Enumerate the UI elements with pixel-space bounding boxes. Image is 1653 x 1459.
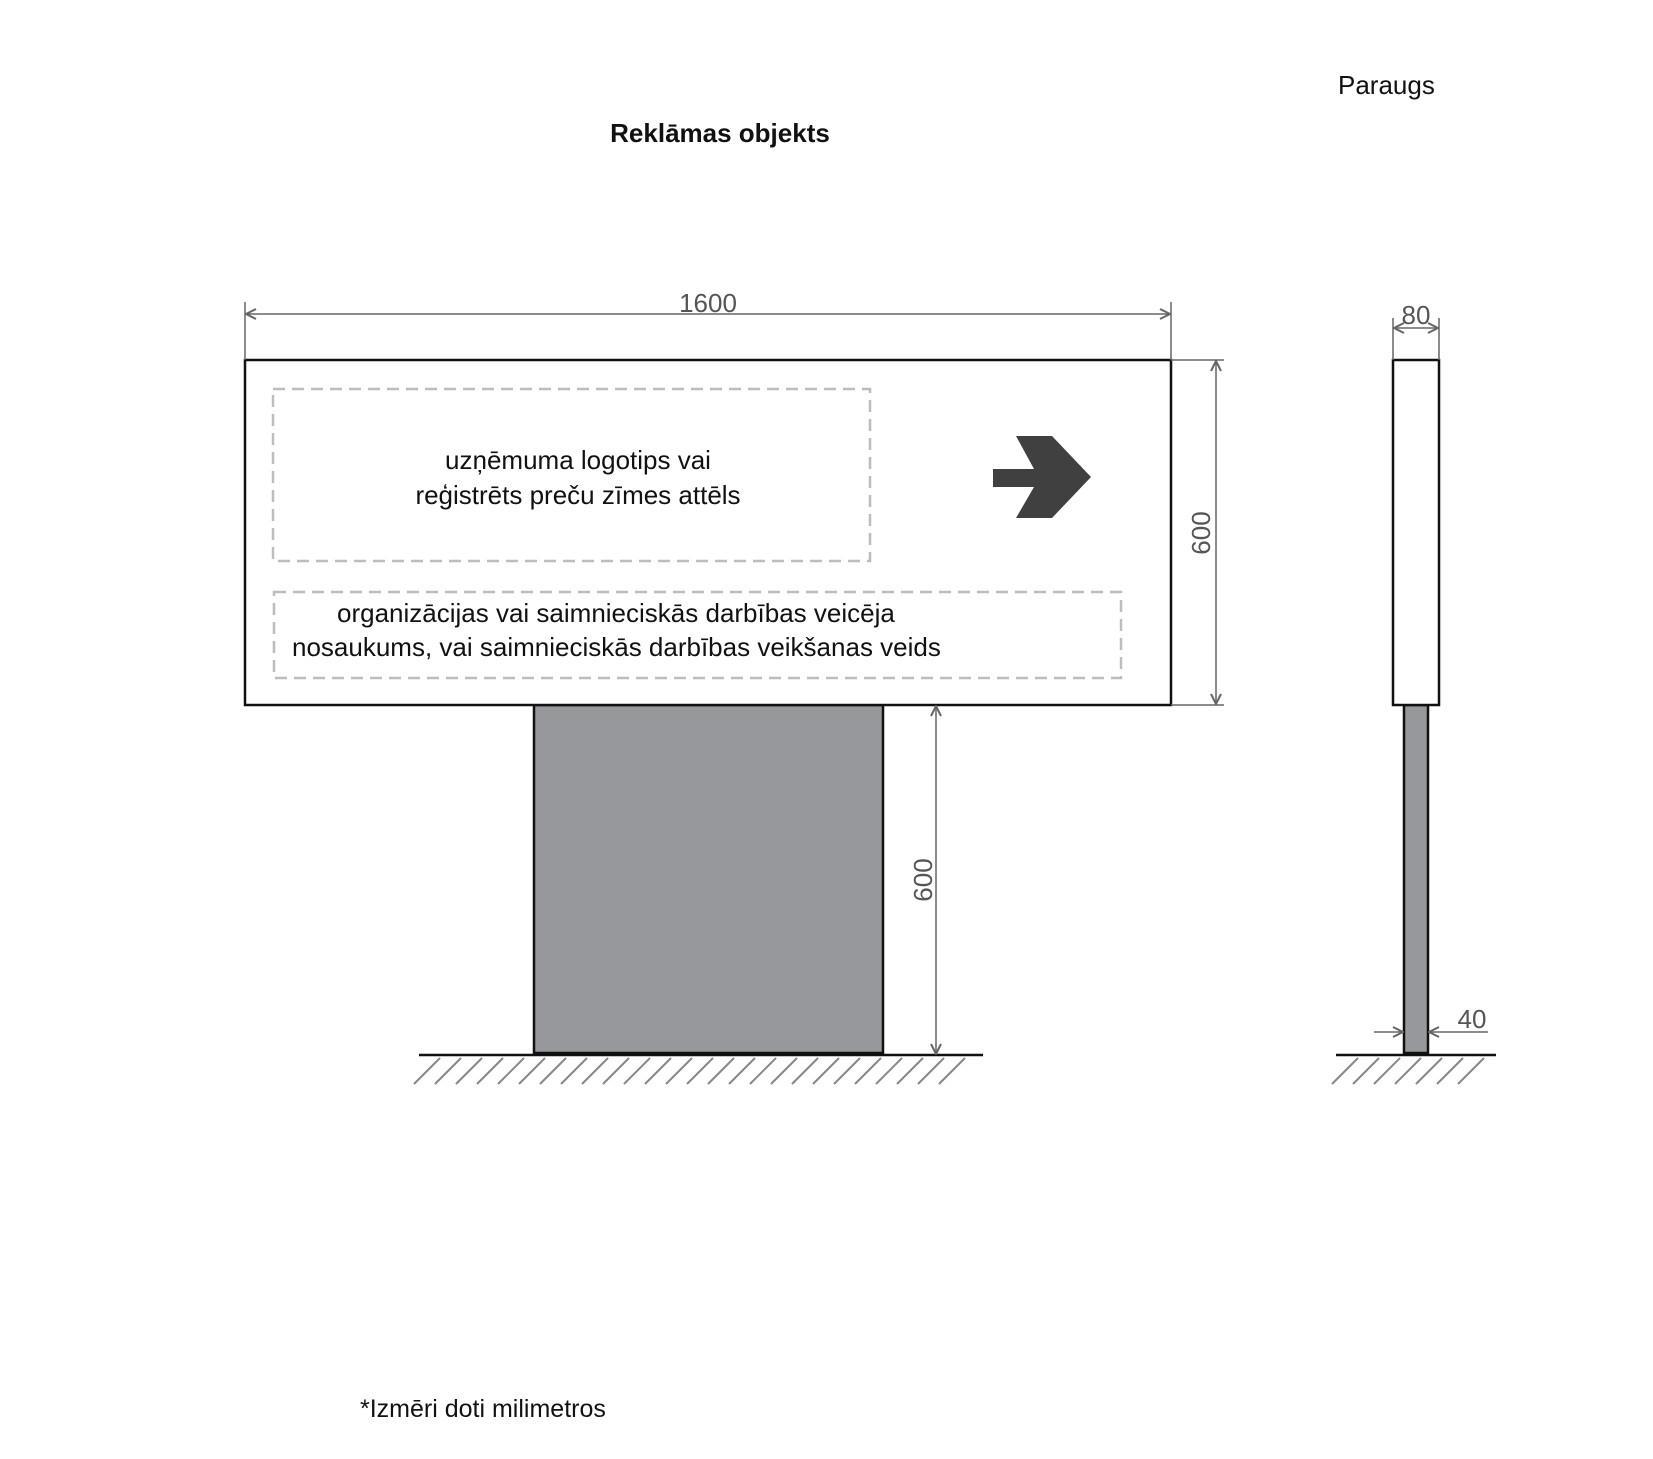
ground-hatch-line [813,1058,839,1084]
ground-hatch-line [498,1058,524,1084]
ground-hatch-line [1416,1058,1442,1084]
sample-label: Paraugs [1338,70,1435,100]
side-ground [1332,1055,1496,1084]
ground-hatch-line [792,1058,818,1084]
name-area-line2: nosaukums, vai saimnieciskās darbības veikšanas veids [292,632,941,662]
ground-hatch-line [645,1058,671,1084]
ground-hatch-line [414,1058,440,1084]
ground-hatch-line [540,1058,566,1084]
ground-hatch-line [834,1058,860,1084]
side-panel [1393,360,1439,705]
ground-hatch-line [1458,1058,1484,1084]
panel-height-dimension-label: 600 [1186,511,1216,555]
footnote: *Izmēri doti milimetros [360,1395,606,1423]
ground-hatch-line [456,1058,482,1084]
ground-hatch-line [687,1058,713,1084]
front-view [245,288,1224,1084]
ground-hatch-line [918,1058,944,1084]
side-view [1332,300,1496,1084]
post-height-dimension-label: 600 [908,858,938,902]
ground-hatch-line [519,1058,545,1084]
side-post [1404,705,1428,1053]
front-ground [414,1055,983,1084]
ground-hatch-line [855,1058,881,1084]
ground-hatch-line [939,1058,965,1084]
ground-hatch-line [708,1058,734,1084]
ground-hatch-line [897,1058,923,1084]
ground-hatch-line [876,1058,902,1084]
ground-hatch-line [435,1058,461,1084]
ground-hatch-line [666,1058,692,1084]
ground-hatch-line [561,1058,587,1084]
logo-area-line1: uzņēmuma logotips vai [445,445,711,475]
ground-hatch-line [1395,1058,1421,1084]
ground-hatch-line [1437,1058,1463,1084]
ground-hatch-line [771,1058,797,1084]
post-depth-dimension-label: 40 [1457,1004,1487,1034]
width-dimension-label: 1600 [679,288,737,318]
ground-hatch-line [1374,1058,1400,1084]
drawing-title: Reklāmas objekts [610,118,830,148]
front-post [534,705,883,1053]
logo-area-line2: reģistrēts preču zīmes attēls [415,480,741,510]
ground-hatch-line [477,1058,503,1084]
ground-hatch-line [624,1058,650,1084]
name-area-line1: organizācijas vai saimnieciskās darbības veicēja [337,598,895,628]
ground-hatch-line [750,1058,776,1084]
ground-hatch-line [1353,1058,1379,1084]
ground-hatch-line [582,1058,608,1084]
ground-hatch-line [1332,1058,1358,1084]
ground-hatch-line [603,1058,629,1084]
panel-depth-dimension-label: 80 [1401,300,1431,330]
ground-hatch-line [729,1058,755,1084]
